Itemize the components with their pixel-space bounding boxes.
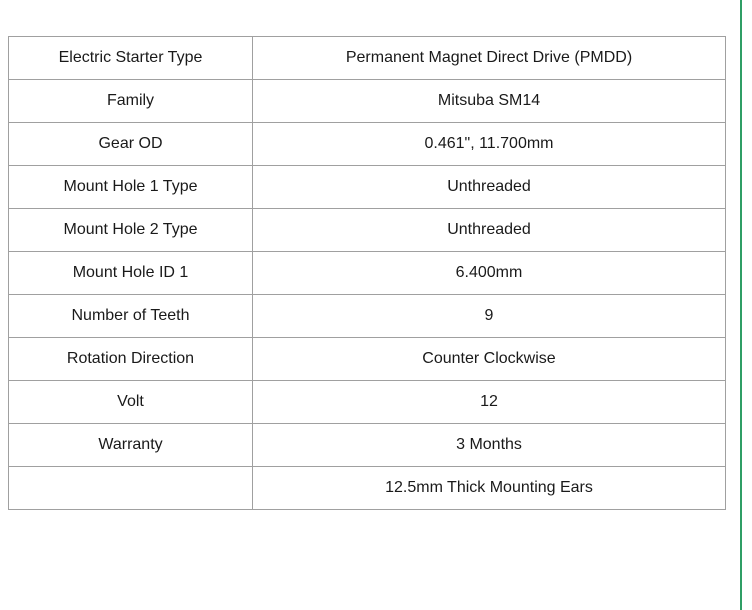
- spec-value: 6.400mm: [253, 252, 726, 295]
- table-row: [9, 123, 726, 166]
- table-row: [9, 467, 726, 510]
- spec-value: 3 Months: [253, 424, 726, 467]
- spec-label: Volt: [9, 381, 253, 424]
- table-row: [9, 37, 726, 80]
- spec-value: Unthreaded: [253, 209, 726, 252]
- table-row: [9, 252, 726, 295]
- spec-label: Rotation Direction: [9, 338, 253, 381]
- specifications-table: [8, 36, 726, 510]
- spec-label: Electric Starter Type: [9, 37, 253, 80]
- spec-label: Warranty: [9, 424, 253, 467]
- spec-label: Mount Hole ID 1: [9, 252, 253, 295]
- table-row: [9, 209, 726, 252]
- table-row: [9, 424, 726, 467]
- spec-value: 12.5mm Thick Mounting Ears: [253, 467, 726, 510]
- spec-label: Gear OD: [9, 123, 253, 166]
- table-row: [9, 338, 726, 381]
- spec-value: Unthreaded: [253, 166, 726, 209]
- spec-label: Number of Teeth: [9, 295, 253, 338]
- spec-value: Counter Clockwise: [253, 338, 726, 381]
- table-row: [9, 381, 726, 424]
- table-row: [9, 166, 726, 209]
- spec-value: Mitsuba SM14: [253, 80, 726, 123]
- spec-label: Mount Hole 2 Type: [9, 209, 253, 252]
- table-row: [9, 80, 726, 123]
- table-row: [9, 295, 726, 338]
- spec-value: 9: [253, 295, 726, 338]
- right-edge-divider: [740, 0, 742, 610]
- spec-value: Permanent Magnet Direct Drive (PMDD): [253, 37, 726, 80]
- spec-label: Mount Hole 1 Type: [9, 166, 253, 209]
- spec-label: Family: [9, 80, 253, 123]
- spec-value: 12: [253, 381, 726, 424]
- spec-label: [9, 467, 253, 510]
- spec-value: 0.461", 11.700mm: [253, 123, 726, 166]
